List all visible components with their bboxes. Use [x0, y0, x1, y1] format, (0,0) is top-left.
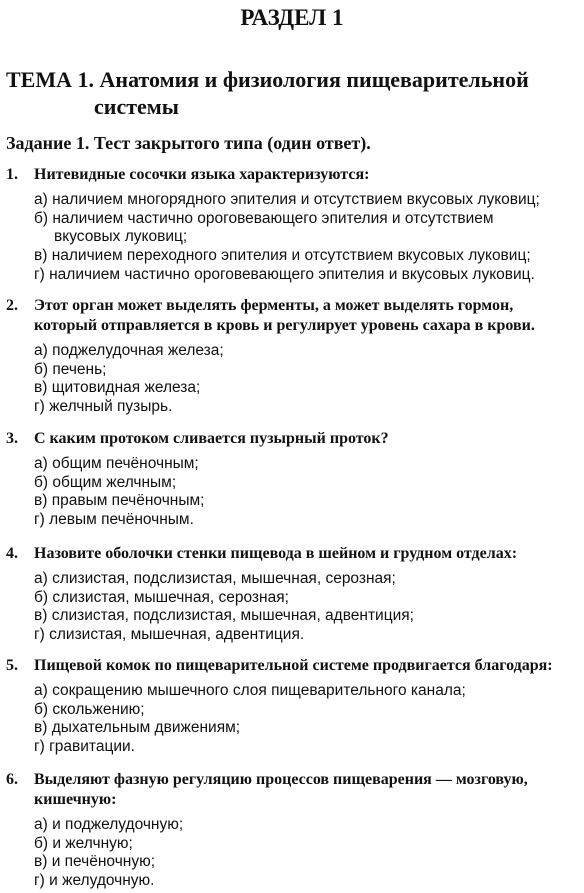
answer-option: а) общим печёночным; — [34, 455, 199, 472]
answer-option: в) слизистая, подслизистая, мышечная, адвентиция; — [34, 607, 414, 625]
theme-heading-line2: системы — [94, 94, 179, 119]
answer-option: в) и печёночную; — [34, 853, 156, 871]
answer-options — [0, 455, 584, 530]
answer-options — [0, 816, 584, 891]
question-1 — [0, 165, 584, 285]
question-number: 1. — [6, 166, 18, 183]
answer-option: в) правым печёночным; — [34, 492, 205, 510]
answer-option: б) наличием частично ороговевающего эпителия и отсутствием вкусовых луковиц; — [34, 209, 494, 246]
answer-options — [0, 342, 584, 417]
question-number: 3. — [6, 430, 18, 447]
question-3 — [0, 429, 584, 530]
question-5 — [0, 656, 584, 757]
answer-option: а) и поджелудочную; — [34, 816, 184, 833]
answer-option: г) левым печёночным. — [34, 511, 194, 529]
answer-option: г) наличием частично ороговевающего эпителия и вкусовых луковиц. — [34, 265, 535, 283]
answer-option: а) сокращению мышечного слоя пищеварительного канала; — [34, 682, 466, 699]
question-6 — [0, 770, 584, 891]
answer-options — [0, 682, 584, 757]
answer-option: г) и желудочную. — [34, 872, 155, 890]
question-number: 6. — [6, 771, 18, 788]
question-text: 4. Назовите оболочки стенки пищевода в шейном и грудном отделах: — [6, 545, 518, 562]
answer-option: б) слизистая, мышечная, серозная; — [34, 588, 289, 606]
answer-option: б) общим желчным; — [34, 473, 177, 491]
theme-heading — [6, 66, 576, 120]
answer-option: б) и желчную; — [34, 834, 133, 852]
question-2 — [0, 296, 584, 417]
theme-heading-line1: ТЕМА 1. Анатомия и физиология пищеварительной — [6, 67, 529, 92]
answer-option: в) наличием переходного эпителия и отсутствием вкусовых луковиц; — [34, 247, 531, 265]
answer-options — [0, 191, 584, 285]
answer-option: б) скольжению; — [34, 700, 145, 718]
answer-option: а) слизистая, подслизистая, мышечная, серозная; — [34, 570, 396, 587]
question-text: 3. С каким протоком сливается пузырный проток? — [6, 430, 389, 447]
section-heading: РАЗДЕЛ 1 — [240, 5, 344, 30]
task-heading: Задание 1. Тест закрытого типа (один ответ). — [6, 133, 371, 153]
answer-options — [0, 570, 584, 645]
question-text: 1. Нитевидные сосочки языка характеризуются: — [6, 166, 370, 183]
question-text: 6. Выделяют фазную регуляцию процессов пищеварения — мозговую, кишечную: — [6, 771, 528, 808]
question-number: 2. — [6, 297, 18, 314]
answer-option: г) желчный пузырь. — [34, 398, 173, 416]
question-number: 5. — [6, 657, 18, 674]
answer-option: а) поджелудочная железа; — [34, 342, 224, 359]
question-text: 2. Этот орган может выделять ферменты, а может выделять гормон, который отправляется в кровь и регулирует уровень сахара в крови. — [6, 297, 535, 334]
answer-option: в) щитовидная железа; — [34, 379, 201, 397]
answer-option: г) слизистая, мышечная, адвентиция. — [34, 626, 305, 644]
question-4 — [0, 544, 584, 645]
answer-option: а) наличием многорядного эпителия и отсутствием вкусовых луковиц; — [34, 191, 540, 208]
answer-option: в) дыхательным движениям; — [34, 719, 241, 737]
question-text: 5. Пищевой комок по пищеварительной системе продвигается благодаря: — [6, 657, 553, 674]
answer-option: б) печень; — [34, 360, 107, 378]
question-number: 4. — [6, 545, 18, 562]
answer-option: г) гравитации. — [34, 738, 135, 756]
